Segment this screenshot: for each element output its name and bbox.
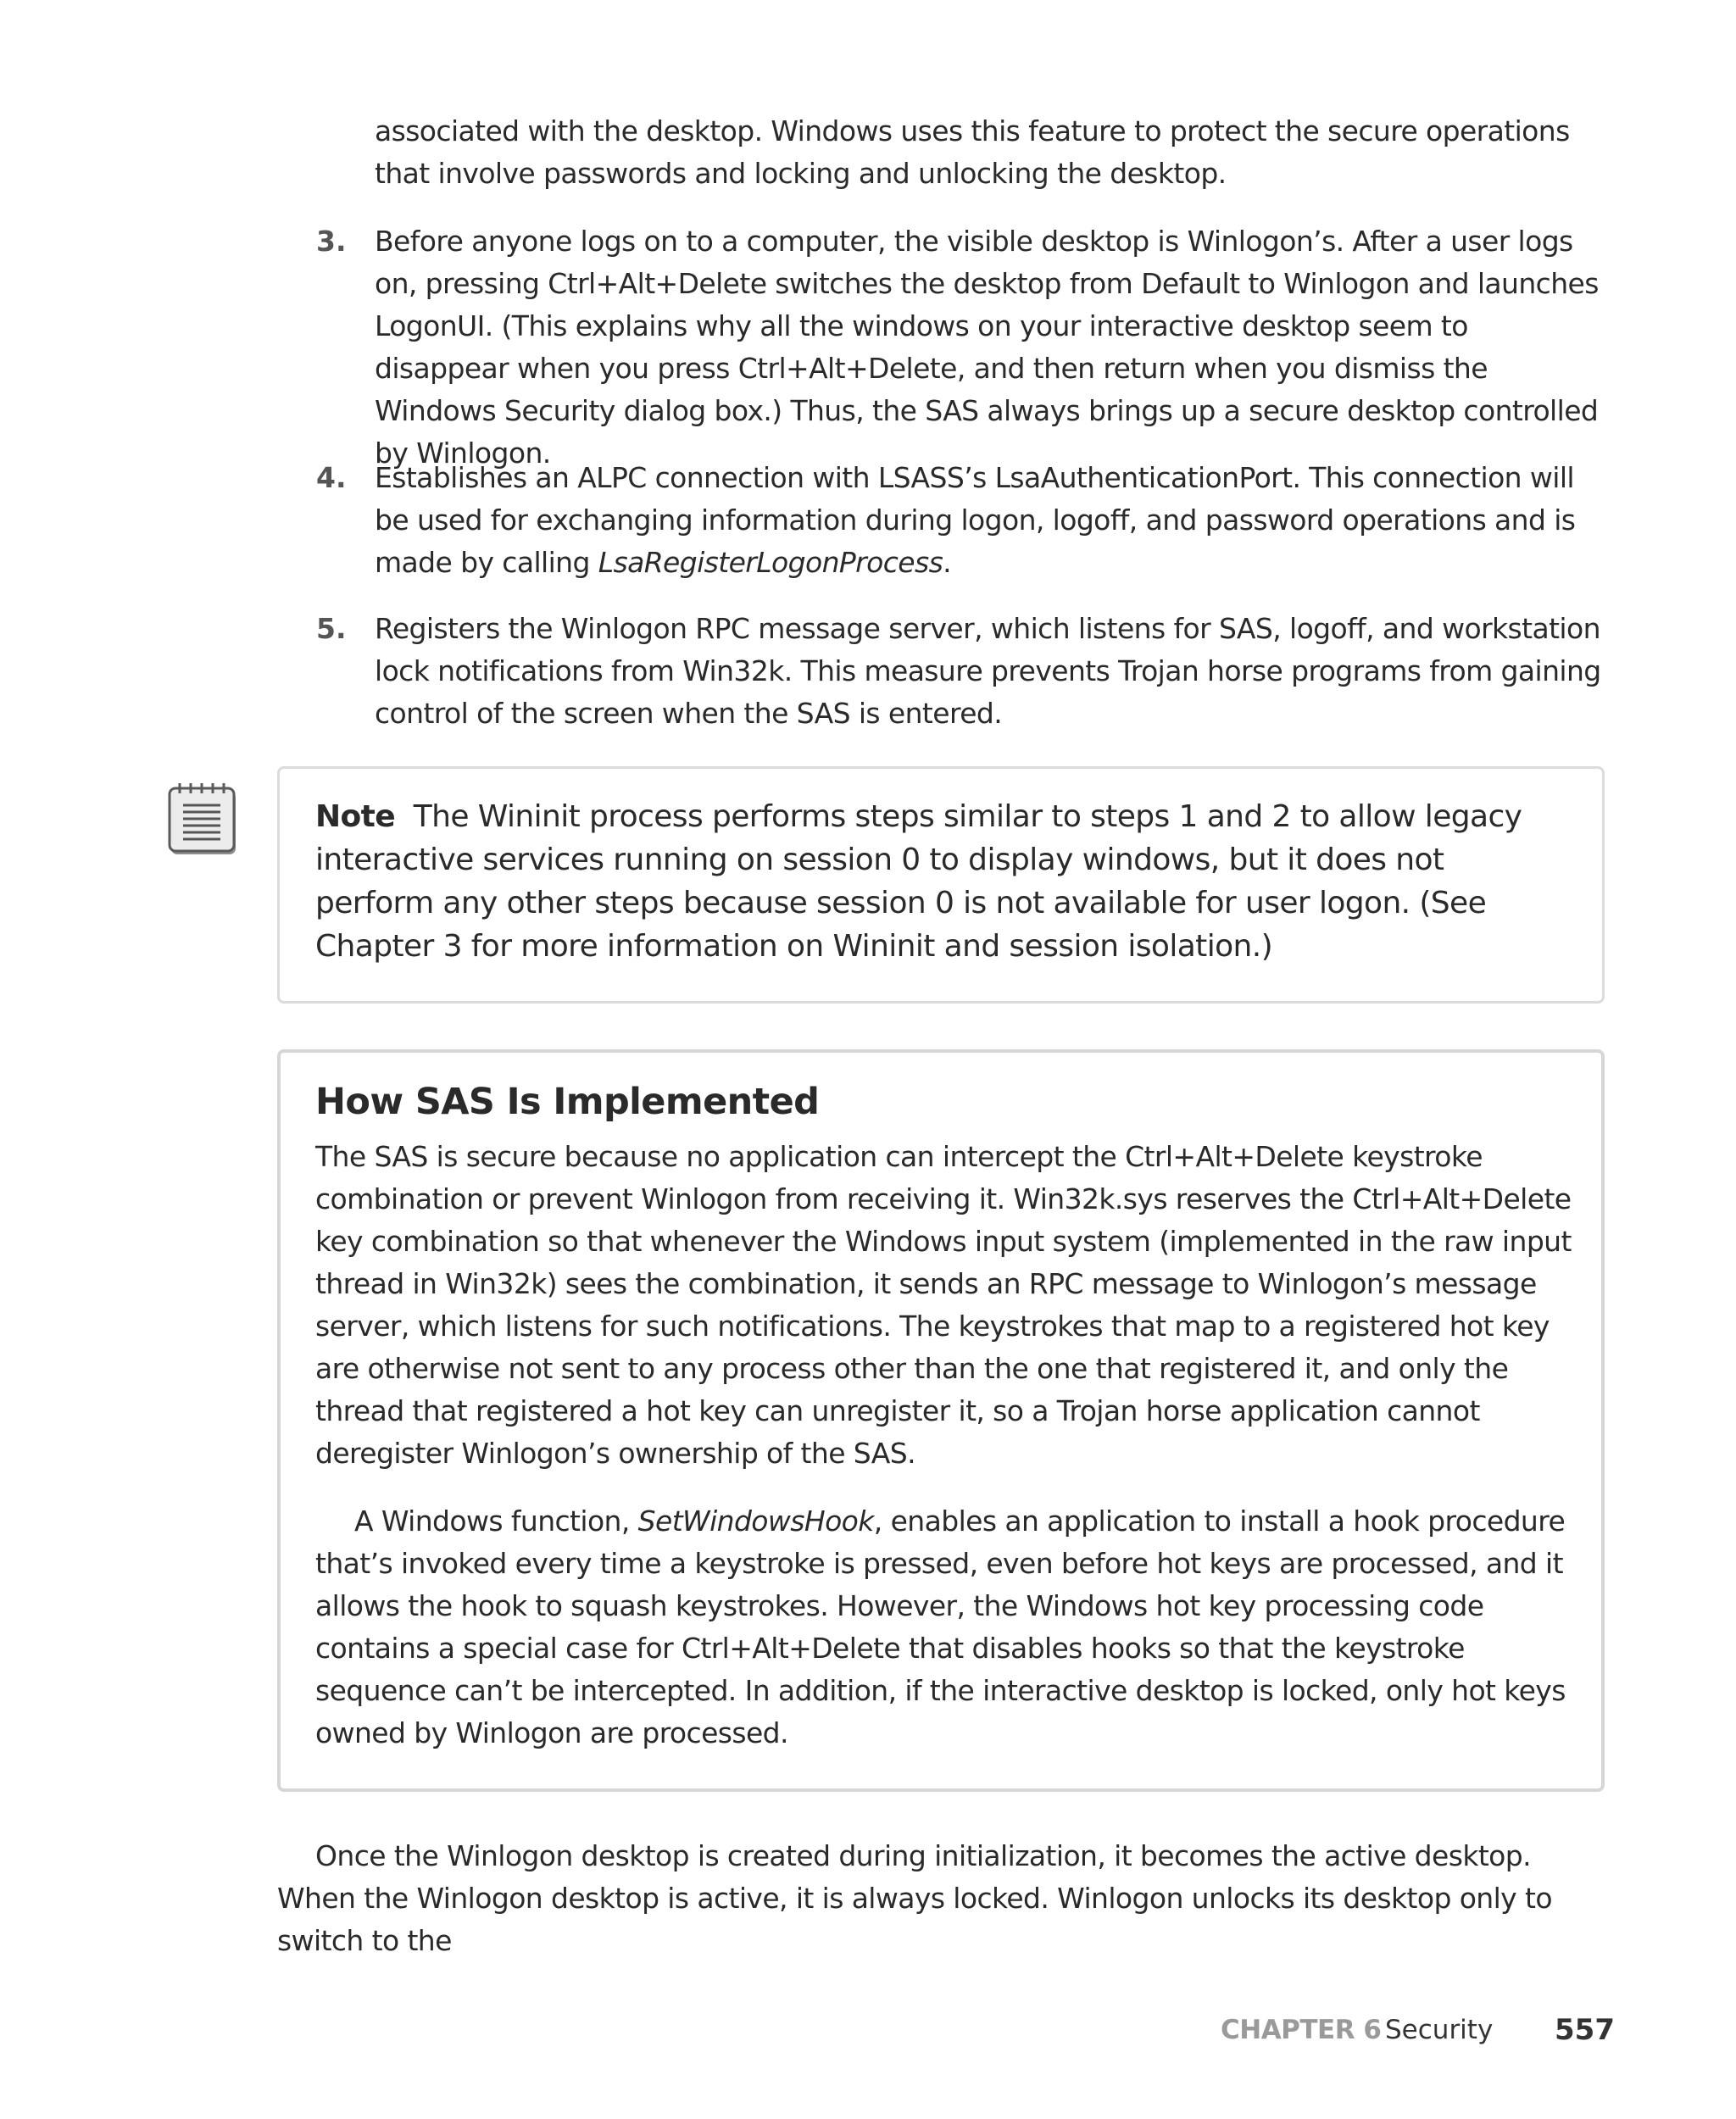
list-text: Registers the Winlogon RPC message server, which listens for SAS, logoff, and workstation lock notifications from Win32k. This measure prevents Trojan horse programs from gaining control of the screen when the SAS is entered. [375,612,1601,730]
note-text: Note The Wininit process performs steps similar to steps 1 and 2 to allow legacy interactive services running on session 0 to display windows, but it does not perform any other steps because session 0 is not available for user logon. (See Chapter 3 for more information on Wininit and session isolation.) [315,799,1522,964]
list-number: 4. [316,461,347,494]
list-text: Before anyone logs on to a computer, the visible desktop is Winlogon’s. After a user logs on, pressing Ctrl+Alt+Delete switches the desktop from Default to Winlogon and launches LogonUI. (This explains why all the windows on your interactive desktop seem to disappear when you press Ctrl+Alt+Delete, and then return when you dismiss the Windows Security dialog box.) Thus, the SAS always brings up a secure desktop controlled by Winlogon. [375,225,1599,470]
function-name: SetWindowsHook [637,1504,874,1538]
page-number: 557 [1555,2013,1615,2047]
sidebar-paragraph: The SAS is secure because no application can intercept the Ctrl+Alt+Delete keystroke combination or prevent Winlogon from receiving it. Win32k.sys reserves the Ctrl+Alt+Delete key combination so that whenever the Windows input system (implemented in the raw input thread in Win32k) sees the combination, it sends an RPC message to Winlogon’s message server, which listens for such notifications. The keystrokes that map to a registered hot key are otherwise not sent to any process other than the one that registered it, and only the thread that registered a hot key can unregister it, so a Trojan horse application cannot deregister Winlogon’s ownership of the SAS. [315,1140,1572,1470]
list-text: Establishes an ALPC connection with LSASS’s LsaAuthenticationPort. This connection will be used for exchanging information during logon, logoff, and password operations and is made by calling LsaRegisterLogonProcess. [375,461,1576,579]
footer-chapter: CHAPTER 6 [1221,2015,1382,2045]
notepad-icon [168,781,241,858]
continuation-paragraph: associated with the desktop. Windows uses this feature to protect the secure operations that involve passwords and locking and unlocking the desktop. [375,114,1570,190]
list-number: 3. [316,225,347,258]
footer-section: Security [1385,2015,1494,2045]
note-label: Note [315,799,396,834]
list-number: 5. [316,612,347,645]
function-name: LsaRegisterLogonProcess [598,546,943,579]
body-paragraph: Once the Winlogon desktop is created during initialization, it becomes the active desktop. When the Winlogon desktop is active, it is always locked. Winlogon unlocks its desktop only to switch to the [277,1839,1552,1957]
sidebar-title: How SAS Is Implemented [315,1081,820,1123]
sidebar-paragraph: A Windows function, SetWindowsHook, enables an application to install a hook procedure that’s invoked every time a keystroke is pressed, even before hot keys are processed, and it allows the hook to squash keystrokes. However, the Windows hot key processing code contains a special case for Ctrl+Alt+Delete that disables hooks so that the keystroke sequence can’t be intercepted. In addition, if the interactive desktop is locked, only hot keys owned by Winlogon are processed. [315,1504,1566,1749]
